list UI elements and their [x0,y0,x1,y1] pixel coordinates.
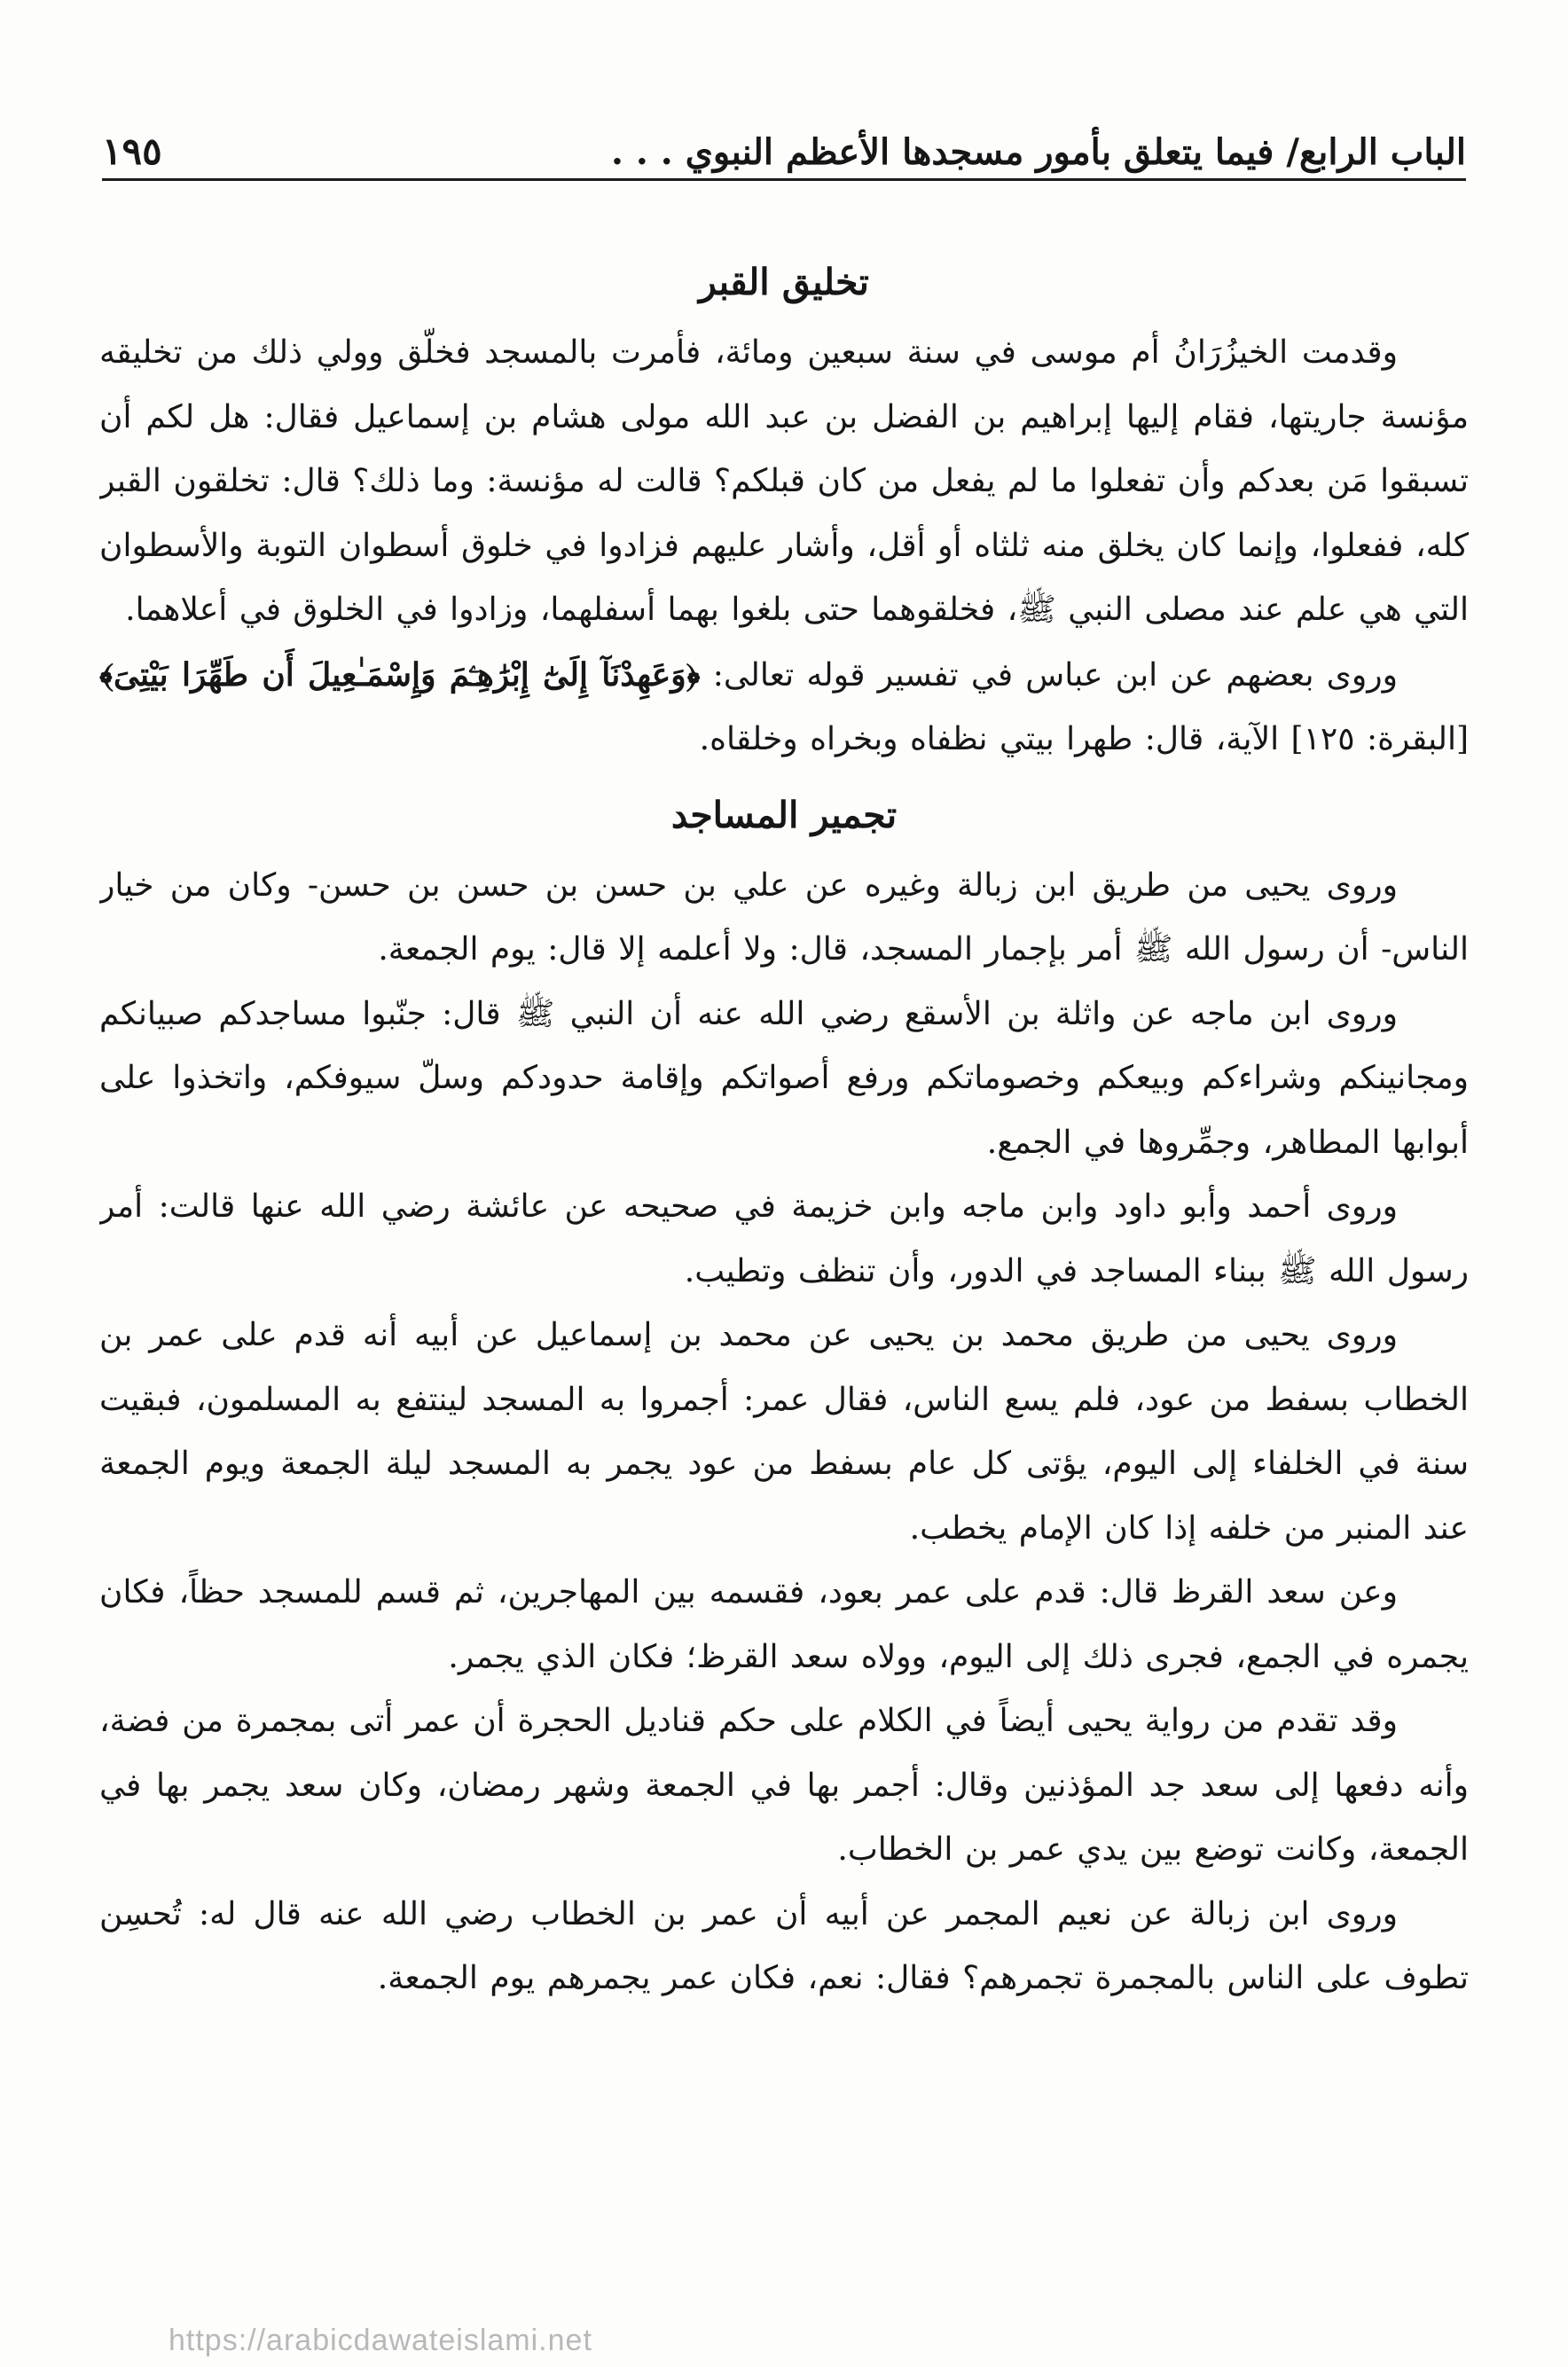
paragraph: وروى ابن ماجه عن واثلة بن الأسقع رضي الله عنه أن النبي ﷺ قال: جنّبوا مساجدكم صبيانكم ومجانينكم وشراءكم وبيعكم وخصوماتكم ورفع أصواتكم وإقامة حدودكم وسلّ سيوفكم، واتخذوا على أبوابها المطاهر، وجمِّروها في الجمع. [99,995,1469,1161]
running-title: الباب الرابع/ فيما يتعلق بأمور مسجدها الأعظم النبوي . . . [611,131,1466,173]
page-body [99,239,1469,2279]
citation-commentary: [البقرة: ١٢٥] الآية، قال: طهرا بيتي نظفاه وبخراه وخلقاه. [699,721,1469,757]
paragraph: وروى ابن زبالة عن نعيم المجمر عن أبيه أن عمر بن الخطاب رضي الله عنه قال له: تُحسِن تطوف على الناس بالمجمرة تجمرهم؟ فقال: نعم، فكان عمر يجمرهم يوم الجمعة. [99,1895,1469,1996]
paragraph: وروى يحيى من طريق ابن زبالة وغيره عن علي بن حسن بن حسن بن حسن- وكان من خيار الناس- أن رسول الله ﷺ أمر بإجمار المسجد، قال: ولا أعلمه إلا قال: يوم الجمعة. [99,866,1469,968]
paragraph: وقدمت الخيزُرَانُ أم موسى في سنة سبعين ومائة، فأمرت بالمسجد فخلّق وولي ذلك من تخليقه مؤنسة جاريتها، فقام إليها إبراهيم بن الفضل بن عبد الله مولى هشام بن إسماعيل فقال: هل لكم أن تسبقوا مَن بعدكم وأن تفعلوا ما لم يفعل من كان قبلكم؟ قالت له مؤنسة: وما ذلك؟ قال: تخلقون القبر كله، ففعلوا، وإنما كان يخلق منه ثلثاه أو أقل، وأشار عليهم فزادوا في خلوق أسطوان التوبة والأسطوان التي هي علم عند مصلى النبي ﷺ، فخلقوهما حتى بلغوا بهما أسفلهما، وزادوا في الخلوق في أعلاهما. [99,334,1469,628]
section-title-tajmir: تجمير المساجد [670,793,898,836]
quran-verse: ﴿وَعَهِدْنَآ إِلَىٰٓ إِبْرَٰهِـۧمَ وَإِسْمَـٰعِيلَ أَن طَهِّرَا بَيْتِىَ﴾ [99,655,701,694]
paragraph: وروى يحيى من طريق محمد بن يحيى عن محمد بن إسماعيل عن أبيه أنه قدم على عمر بن الخطاب بسفط من عود، فلم يسع الناس، فقال عمر: أجمروا به المسجد لينتفع به المسلمون، فبقيت سنة في الخلفاء إلى اليوم، يؤتى كل عام بسفط من عود يجمر به المسجد ليلة الجمعة ويوم الجمعة عند المنبر من خلفه إذا كان الإمام يخطب. [99,1317,1469,1547]
page-number: ١٩٥ [102,129,162,173]
page-header [102,124,1466,181]
citation-intro: وروى بعضهم عن ابن عباس في تفسير قوله تعالى: [700,656,1398,694]
paragraph: وروى أحمد وأبو داود وابن ماجه وابن خزيمة في صحيحه عن عائشة رضي الله عنها قالت: أمر رسول الله ﷺ ببناء المساجد في الدور، وأن تنظف وتطيب. [99,1188,1469,1289]
paragraph: وعن سعد القرظ قال: قدم على عمر بعود، فقسمه بين المهاجرين، ثم قسم للمسجد حظاً، فكان يجمره في الجمع، فجرى ذلك إلى اليوم، وولاه سعد القرظ؛ فكان الذي يجمر. [99,1574,1469,1675]
paragraph: وقد تقدم من رواية يحيى أيضاً في الكلام على حكم قناديل الحجرة أن عمر أتى بمجمرة من فضة، وأنه دفعها إلى سعد جد المؤذنين وقال: أجمر بها في الجمعة وشهر رمضان، وكان سعد يجمر بها في الجمعة، وكانت توضع بين يدي عمر بن الخطاب. [99,1703,1469,1868]
section-title-takhliq: تخليق القبر [699,261,869,303]
quran-citation-paragraph [99,643,1469,772]
source-watermark: https://arabicdawateislami.net [169,2324,592,2357]
